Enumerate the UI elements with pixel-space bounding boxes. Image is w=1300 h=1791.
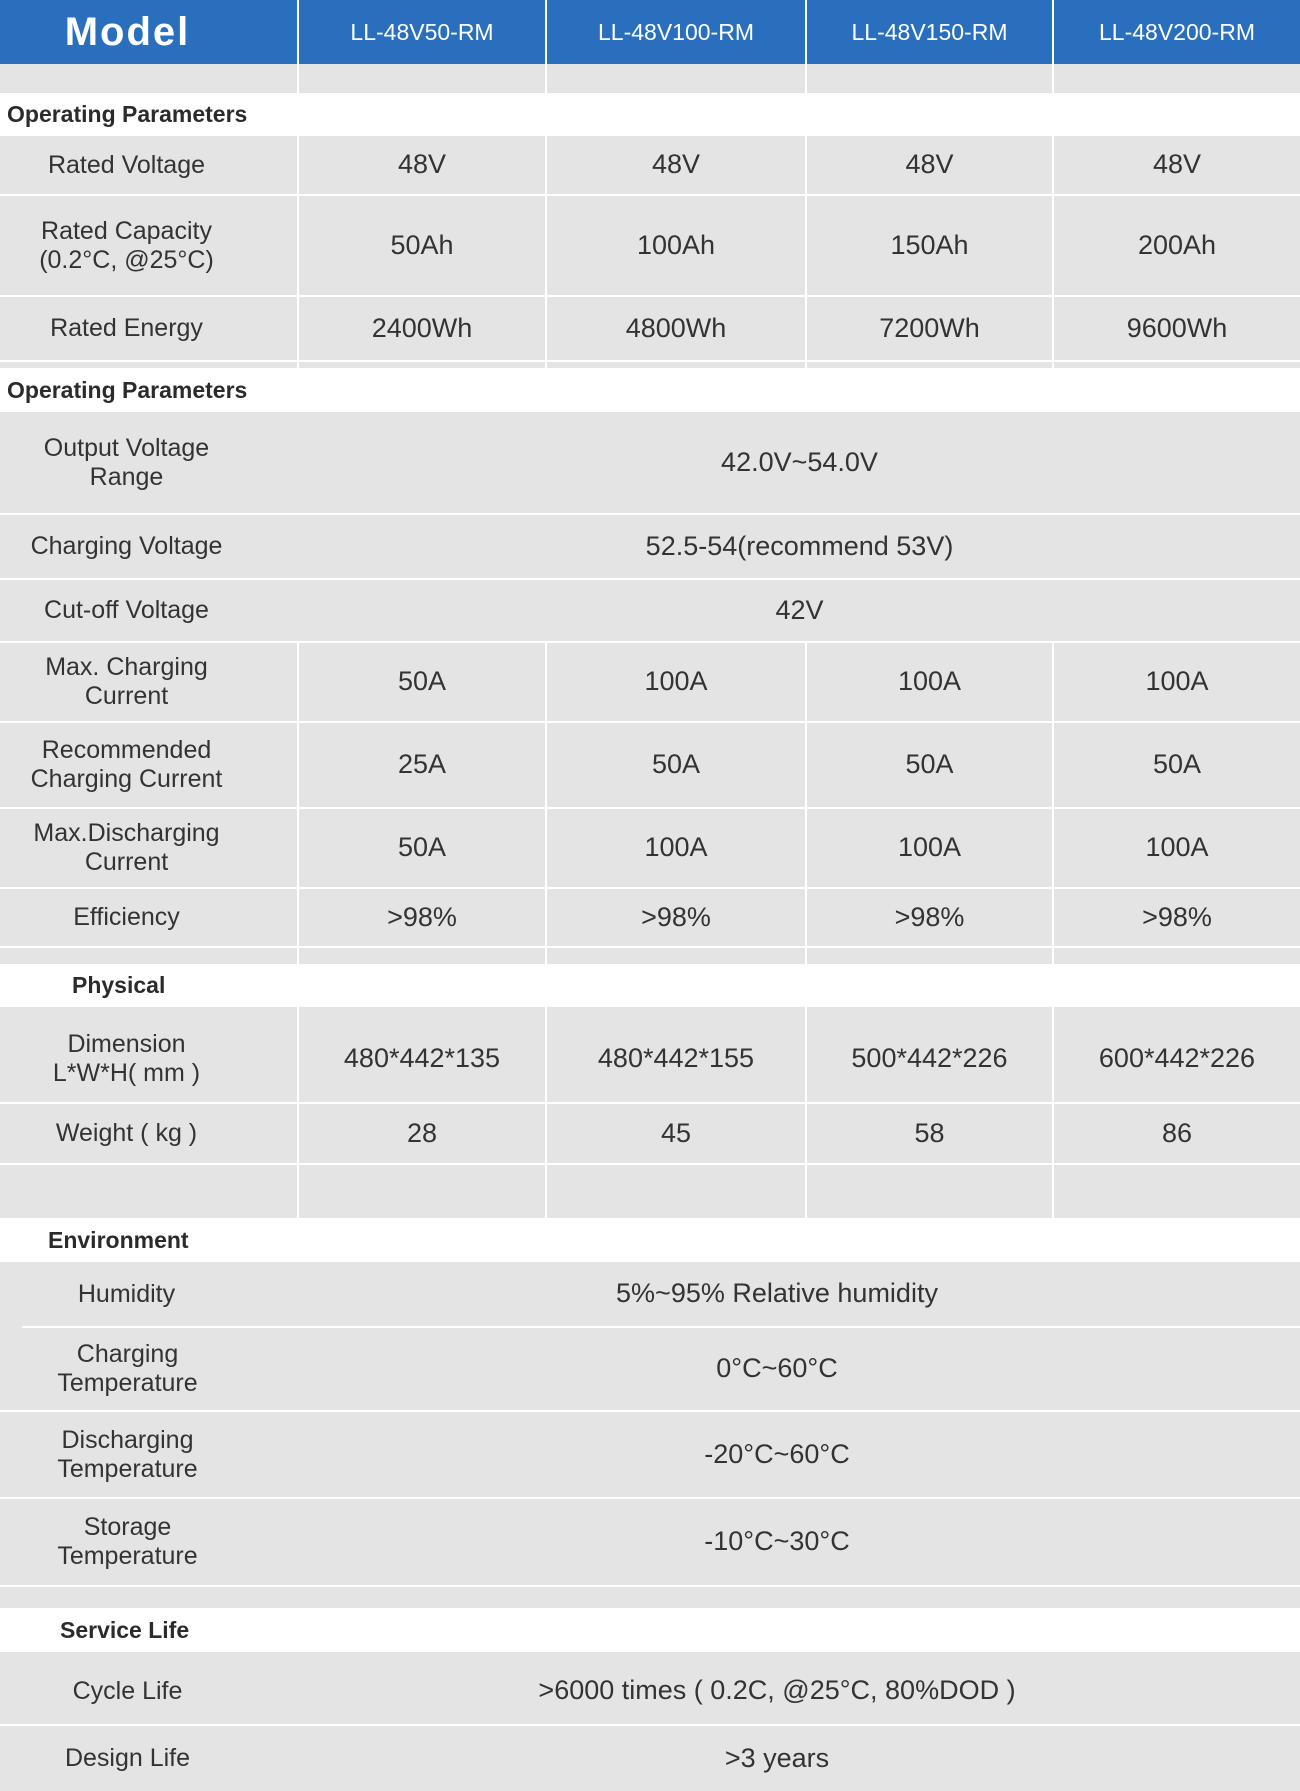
cell-value: 100A	[1145, 832, 1209, 863]
table-row	[0, 196, 1300, 295]
cell-value: 48V	[651, 149, 701, 180]
cell-value-span: 52.5-54(recommend 53V)	[645, 530, 954, 561]
model-name: LL-48V50-RM	[350, 18, 494, 45]
cell-value: 86	[1161, 1117, 1193, 1148]
cell-value-span: >3 years	[724, 1742, 830, 1773]
cell-value-span: -20°C~60°C	[704, 1438, 850, 1469]
cell-value: 100A	[1145, 666, 1209, 697]
cell-value: >98%	[387, 901, 457, 932]
cell-value-span: 42V	[775, 594, 824, 625]
cell-value: 100Ah	[636, 229, 716, 260]
section-title: Operating Parameters	[7, 376, 248, 403]
cell-value: 50Ah	[390, 229, 454, 260]
cell-value: 100A	[644, 666, 708, 697]
table-row	[0, 809, 1300, 887]
table-row	[0, 136, 1300, 194]
row-label: Weight ( kg )	[55, 1119, 198, 1148]
row-label: Charging Temperature	[57, 1340, 198, 1397]
model-name: LL-48V200-RM	[1099, 18, 1255, 45]
row-label: Output Voltage Range	[43, 433, 210, 491]
row-label: Design Life	[64, 1744, 191, 1773]
physical-group	[0, 1007, 1300, 1218]
cell-value: 50A	[397, 666, 447, 697]
cell-value: 50A	[905, 749, 954, 780]
section-title: Physical	[72, 972, 166, 998]
section-environment	[0, 1218, 1300, 1262]
cell-value: >98%	[641, 901, 711, 932]
section-title: Environment	[48, 1226, 189, 1253]
table-row	[0, 1652, 1300, 1724]
section-operating-parameters	[0, 368, 1300, 412]
row-label: Recommended Charging Current	[30, 736, 223, 793]
cell-value: 480*442*135	[343, 1042, 501, 1073]
operating-group-1	[0, 136, 1300, 368]
table-row	[0, 1262, 1300, 1326]
table-header	[0, 0, 1300, 64]
row-label: Cycle Life	[72, 1676, 183, 1705]
cell-value: 150Ah	[890, 229, 969, 260]
cell-value: 25A	[397, 749, 447, 780]
table-row	[0, 1726, 1300, 1791]
cell-value-span: >6000 times ( 0.2C, @25°C, 80%DOD )	[538, 1675, 1016, 1706]
cell-value: 100A	[897, 666, 962, 697]
cell-value: 48V	[1152, 149, 1202, 180]
row-label: Rated Energy	[50, 314, 203, 343]
cell-value: 58	[914, 1117, 945, 1148]
row-label: Dimension L*W*H( mm )	[52, 1029, 201, 1087]
row-label: Humidity	[77, 1279, 176, 1308]
table-row	[0, 580, 1300, 641]
table-row	[0, 297, 1300, 360]
section-service-life	[0, 1608, 1300, 1652]
cell-value: 600*442*226	[1098, 1042, 1256, 1073]
cell-value-span: 0°C~60°C	[716, 1353, 838, 1384]
table-row	[0, 723, 1300, 807]
cell-value: 4800Wh	[625, 312, 727, 343]
cell-value: 28	[406, 1117, 438, 1148]
cell-value: 48V	[905, 149, 954, 180]
table-row	[0, 643, 1300, 721]
cell-value: 48V	[397, 149, 447, 180]
row-label: Cut-off Voltage	[44, 596, 209, 625]
table-row	[0, 515, 1300, 578]
table-row	[0, 412, 1300, 513]
row-label: Efficiency	[73, 903, 180, 932]
section-title: Service Life	[60, 1616, 190, 1643]
row-label: Rated Capacity (0.2°C, @25°C)	[39, 216, 214, 274]
table-row	[0, 889, 1300, 946]
cell-value: 100A	[644, 832, 708, 863]
cell-value: 50A	[397, 832, 447, 863]
row-label: Rated Voltage	[47, 150, 206, 179]
cell-value: 9600Wh	[1126, 312, 1228, 343]
table-row	[0, 1328, 1300, 1410]
cell-value: >98%	[1142, 901, 1212, 932]
cell-value: 50A	[651, 749, 701, 780]
section-operating-parameters	[0, 93, 1300, 136]
row-label: Discharging Temperature	[57, 1425, 198, 1483]
row-label: Max. Charging Current	[45, 653, 208, 710]
table-row	[0, 1104, 1300, 1163]
table-row	[0, 1499, 1300, 1585]
section-title: Operating Parameters	[7, 101, 248, 127]
section-physical	[0, 964, 1300, 1007]
row-label: Storage Temperature	[57, 1513, 198, 1570]
cell-value: 45	[660, 1117, 692, 1148]
cell-value: 2400Wh	[371, 312, 473, 343]
row-label: Max.Discharging Current	[33, 819, 220, 876]
environment-group	[0, 1262, 1300, 1608]
cell-value: 7200Wh	[879, 312, 980, 343]
spacer-row	[0, 64, 1300, 93]
service-life-group	[0, 1652, 1300, 1791]
cell-value: 500*442*226	[851, 1042, 1008, 1073]
cell-value: 200Ah	[1137, 229, 1217, 260]
cell-value: >98%	[894, 901, 965, 932]
cell-value-span: -10°C~30°C	[704, 1526, 850, 1557]
cell-value-span: 5%~95% Relative humidity	[616, 1278, 938, 1309]
cell-value-span: 42.0V~54.0V	[721, 446, 878, 477]
operating-group-2	[0, 412, 1300, 964]
table-row	[0, 1007, 1300, 1102]
cell-value: 480*442*155	[597, 1042, 755, 1073]
model-name: LL-48V150-RM	[851, 18, 1008, 45]
cell-value: 100A	[897, 832, 962, 863]
model-header: Model	[64, 10, 191, 54]
table-row	[0, 1412, 1300, 1497]
cell-value: 50A	[1152, 749, 1202, 780]
row-label: Charging Voltage	[30, 532, 223, 561]
model-name: LL-48V100-RM	[598, 18, 754, 45]
